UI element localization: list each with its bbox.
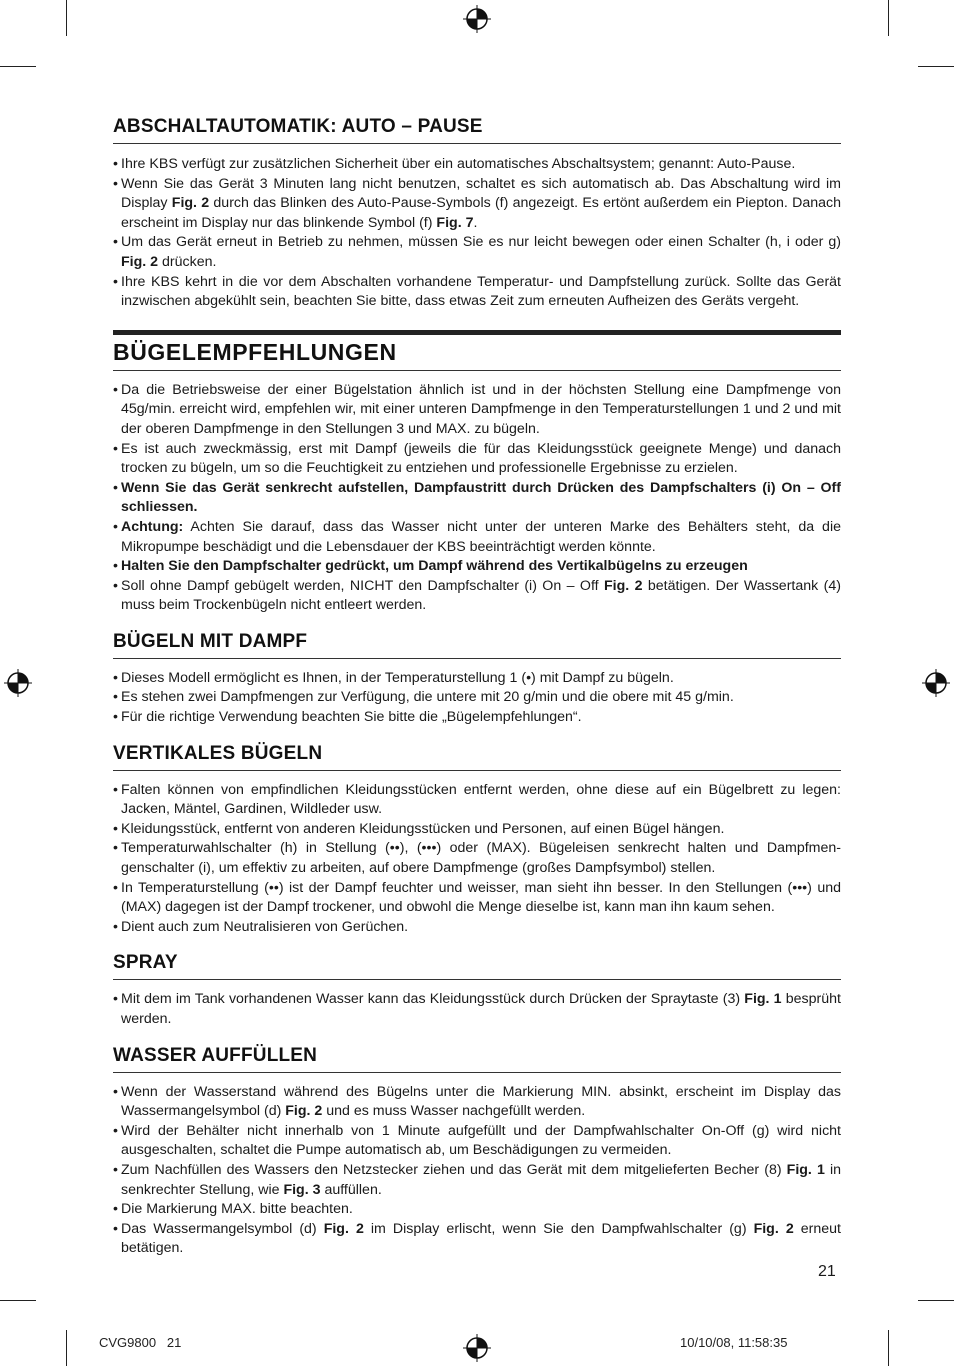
- list-item: [113, 688, 841, 708]
- list-item: [113, 1200, 841, 1220]
- list-item: [113, 1083, 841, 1122]
- list-item: [113, 175, 841, 234]
- registration-mark-icon: [922, 669, 950, 697]
- item-text: erneut betätigen.: [121, 1220, 841, 1257]
- item-text: Kleidungsstück, entfernt von anderen Kleidungsstücken und Personen, auf einen Bügel hängen.: [121, 820, 725, 837]
- crop-mark: [0, 1300, 36, 1301]
- item-text: betätigen. Der Wassertank (4) muss beim Trockenbügeln nicht entleert werden.: [121, 577, 841, 614]
- bullet-list: [113, 781, 841, 938]
- item-text: Um das Gerät erneut in Betrieb zu nehmen, müssen Sie es nur leicht bewegen oder einen Schalter (h, i oder g): [121, 234, 841, 251]
- crop-mark: [66, 1330, 67, 1366]
- list-item: [113, 708, 841, 728]
- item-text: Es stehen zwei Dampfmengen zur Verfügung, die untere mit 20 g/min und die obere mit 45 g/min.: [121, 689, 734, 706]
- bold-text: Fig. 2: [285, 1103, 323, 1120]
- item-text: Wenn der Wasserstand während des Bügelns unter die Markierung MIN. absinkt, erscheint im Display das Wassermangelsymbol (d): [121, 1083, 841, 1120]
- bold-text: Fig. 2: [171, 195, 210, 212]
- bold-text: Fig. 2: [121, 253, 159, 270]
- section-heading-buegelempfehlungen: BÜGELEMPFEHLUNGEN: [113, 330, 841, 371]
- list-item: [113, 820, 841, 840]
- section-heading-spray: SPRAY: [113, 952, 841, 980]
- crop-mark: [66, 0, 67, 36]
- item-text: Für die richtige Verwendung beachten Sie bitte die „Bügelempfehlungen“.: [121, 709, 582, 726]
- item-text: Ihre KBS kehrt in die vor dem Abschalten vorhandene Temperatur- und Dampfstellung zurück. Sollte das Gerät inzwischen abgekühlt sein, beachten Sie bitte, dass etwas Zeit zum erneuten Aufheizen des Geräts vergeht.: [121, 273, 841, 310]
- crop-mark: [888, 0, 889, 36]
- item-text: drücken.: [158, 253, 217, 270]
- list-item: [113, 577, 841, 616]
- item-text: .: [473, 214, 478, 231]
- item-text: Die Markierung MAX. bitte beachten.: [121, 1201, 353, 1218]
- item-text: Es ist auch zweckmässig, erst mit Dampf (jeweils die für das Kleidungsstück geeignete Menge) und danach trocken zu bügeln, um so die Feuchtigkeit zu entziehen und professionelle Ergebnisse zu erzielen.: [121, 440, 841, 477]
- bold-text: Achtung:: [121, 518, 184, 535]
- bold-text: Fig. 7: [436, 214, 474, 231]
- list-item: [113, 479, 841, 518]
- bullet-list: [113, 381, 841, 616]
- list-item: [113, 518, 841, 557]
- item-text: besprüht werden.: [121, 991, 841, 1027]
- list-item: [113, 233, 841, 272]
- item-text: Wird der Behälter nicht innerhalb von 1 Minute aufgefüllt und der Dampfwahlschalter On-Off (g) wird nicht ausgeschalten, schaltet die Pumpe automatisch ab, um Beschädigungen zu vermeiden.: [121, 1122, 841, 1159]
- item-text: durch das Blinken des Auto-Pause-Symbols (f) angezeigt. Es ertönt außerdem ein Piepton. Danach erscheint im Display nur das blinkende Symbol (f): [121, 195, 841, 231]
- section-heading-vertikales-buegeln: VERTIKALES BÜGELN: [113, 743, 841, 771]
- bullet-list: [113, 669, 841, 728]
- section-heading-buegeln-mit-dampf: BÜGELN MIT DAMPF: [113, 631, 841, 659]
- list-item: [113, 990, 841, 1029]
- item-text: Soll ohne Dampf gebügelt werden, NICHT den Dampfschalter (i) On – Off: [121, 577, 604, 594]
- bold-text: Fig. 2: [603, 577, 643, 594]
- item-text: im Display erlischt, wenn Sie den Dampfwahlschalter (g): [363, 1220, 754, 1237]
- list-item: [113, 1161, 841, 1200]
- page-number: 21: [818, 1263, 836, 1280]
- list-item: [113, 155, 841, 175]
- item-text: In Temperaturstellung (••) ist der Dampf feuchter und weisser, man sieht ihn besser. In den Stellungen (•••) und (MAX) dagegen ist der Dampf trockener, und obwohl die Menge dieselbe ist, kann man ihn kaum sehen.: [121, 879, 841, 916]
- item-text: Das Wassermangelsymbol (d): [121, 1220, 324, 1237]
- bullet-list: [113, 1083, 841, 1259]
- list-item: [113, 918, 841, 938]
- registration-mark-icon: [4, 669, 32, 697]
- list-item: [113, 839, 841, 878]
- bullet-list: [113, 155, 841, 312]
- crop-mark: [0, 66, 36, 67]
- list-item: [113, 781, 841, 820]
- list-item: [113, 879, 841, 918]
- list-item: [113, 669, 841, 689]
- registration-mark-icon: [463, 5, 491, 33]
- bold-text: Halten Sie den Dampfschalter gedrückt, um Dampf während des Vertikalbügelns zu erzeugen: [121, 558, 748, 575]
- bold-text: Fig. 2: [323, 1220, 364, 1237]
- item-text: Falten können von empfindlichen Kleidungsstücken entfernt werden, ohne diese auf ein Bügelbrett zu legen: Jacken, Mäntel, Gardinen, Wildleder usw.: [121, 781, 841, 818]
- bold-text: Wenn Sie das Gerät senkrecht aufstellen, Dampfaustritt durch Drücken des Dampfschalters (i) On – Off schliessen.: [121, 479, 841, 516]
- crop-mark: [888, 1330, 889, 1366]
- list-item: [113, 381, 841, 440]
- footer-left: CVG9800 21: [99, 1335, 182, 1350]
- item-text: Da die Betriebsweise der einer Bügelstation ähnlich ist und in der höchsten Stellung eine Dampfmenge von 45g/min. erreicht wird, empfehlen wir, mit einer unteren Dampfmenge in den Temperaturstellungen 1 und 2 und mit der oberen Dampfmenge in den Stellungen 3 und MAX. zu bügeln.: [121, 381, 841, 437]
- bold-text: Fig. 3: [283, 1181, 321, 1198]
- item-text: auffüllen.: [320, 1181, 382, 1198]
- section-heading-auto-pause: ABSCHALTAUTOMATIK: AUTO – PAUSE: [113, 116, 841, 144]
- list-item: [113, 273, 841, 312]
- list-item: [113, 557, 841, 577]
- item-text: Dient auch zum Neutralisieren von Gerüchen.: [121, 918, 409, 935]
- crop-mark: [918, 1300, 954, 1301]
- bold-text: Fig. 1: [786, 1161, 825, 1178]
- list-item: [113, 1122, 841, 1161]
- list-item: [113, 440, 841, 479]
- item-text: Temperaturwahlschalter (h) in Stellung (••), (•••) oder (MAX). Bügeleisen senkrecht halten und Dampfmen-genschalter (i), um effektiv zu arbeiten, auf obere Dampfmenge (großes Dampfsymbol) stellen.: [121, 840, 841, 877]
- item-text: Achten Sie darauf, dass das Wasser nicht unter der unteren Marke des Behälters steht, da die Mikropumpe beschädigt und die Lebensdauer der KBS beeinträchtigt werden könnte.: [121, 518, 841, 555]
- item-text: Mit dem im Tank vorhandenen Wasser kann das Kleidungsstück durch Drücken der Spraytaste (3): [121, 991, 745, 1008]
- page-content: [113, 116, 841, 1259]
- item-text: Wenn Sie das Gerät 3 Minuten lang nicht benutzen, schaltet es sich automatisch ab. Das Abschaltung wird im Display: [121, 175, 841, 212]
- registration-mark-icon: [463, 1334, 491, 1362]
- item-text: Dieses Modell ermöglicht es Ihnen, in der Temperaturstellung 1 (•) mit Dampf zu bügeln.: [121, 669, 674, 686]
- bold-text: Fig. 1: [744, 991, 782, 1008]
- bullet-list: [113, 990, 841, 1029]
- footer-right: 10/10/08, 11:58:35: [680, 1335, 788, 1350]
- section-heading-wasser-auffuellen: WASSER AUFFÜLLEN: [113, 1045, 841, 1073]
- bold-text: Fig. 2: [753, 1220, 794, 1237]
- item-text: und es muss Wasser nachgefüllt werden.: [322, 1103, 586, 1120]
- crop-mark: [918, 66, 954, 67]
- item-text: in senkrechter Stellung, wie: [121, 1161, 841, 1198]
- list-item: [113, 1220, 841, 1259]
- item-text: Ihre KBS verfügt zur zusätzlichen Sicherheit über ein automatisches Abschaltsystem; genannt: Auto-Pause.: [121, 156, 796, 172]
- item-text: Zum Nachfüllen des Wassers den Netzstecker ziehen und das Gerät mit dem mitgelieferten Becher (8): [121, 1161, 787, 1178]
